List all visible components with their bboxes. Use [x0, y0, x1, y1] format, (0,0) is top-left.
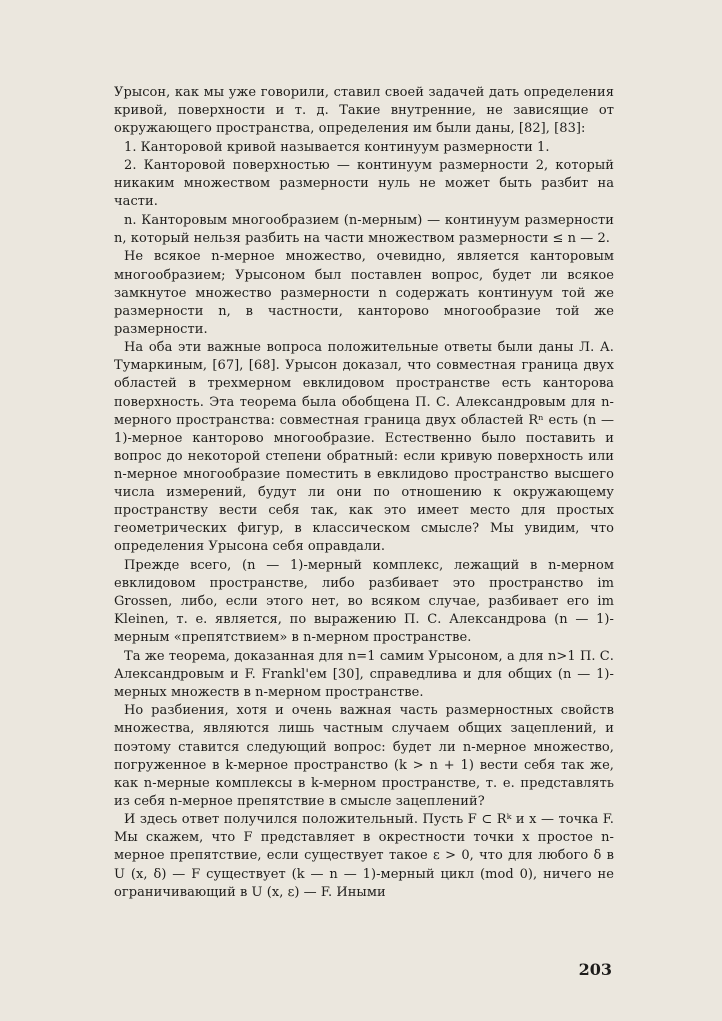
paragraph: На оба эти важные вопроса положительные ответы были даны Л. А. Тумаркиным, [67], [68]. Урысон доказал, что совместная граница двух областей в трехмерном евклидовом пространстве есть канторова поверхность. Эта теорема была обобщена П. С. Александровым для n-мерного пространства: совместная граница двух областей Rⁿ есть (n — 1)-мерное канторово многообразие. Естественно было поставить и вопрос до некоторой степени обратный: если кривую поверхность или n-мерное многообразие поместить в евклидово пространство высшего числа измерений, будут ли они по отношению к окружающему пространству вести себя так, как это имеет место для простых геометрических фигур, в классическом смысле? Мы увидим, что определения Урысона себя оправдали.: [114, 340, 614, 555]
paragraph: 1. Канторовой кривой называется континуум размерности 1.: [124, 139, 550, 155]
paragraph: И здесь ответ получился положительный. Пусть F ⊂ Rᵏ и x — точка F. Мы скажем, что F представляет в окрестности точки x простое n-мерное препятствие, если существует такое ε > 0, что для любого δ в U (x, δ) — F существует (k — n — 1)-мерный цикл (mod 0), ничего не ограничивающий в U (x, ε) — F. Иными: [114, 812, 614, 900]
paragraph: Прежде всего, (n — 1)-мерный комплекс, лежащий в n-мерном евклидовом пространстве, либо разбивает это пространство im Grossen, либо, если этого нет, во всяком случае, разбивает его im Kleinen, т. е. является, по выражению П. С. Александрова (n — 1)-мерным «препятствием» в n-мерном пространстве.: [114, 557, 614, 646]
paragraph: Но разбиения, хотя и очень важная часть размерностных свойств множества, являются лишь частным случаем общих зацеплений, и поэтому ставится следующий вопрос: будет ли n-мерное множество, погруженное в k-мерное пространство (k > n + 1) вести себя так же, как n-мерные комплексы в k-мерном пространстве, т. е. представлять из себя n-мерное препятствие в смысле зацеплений?: [114, 703, 614, 809]
page-number: 203: [578, 960, 612, 979]
paragraph: 2. Канторовой поверхностью — континуум размерности 2, который никаким множеством размерности нуль не может быть разбит на части.: [114, 158, 614, 210]
body-text: [114, 84, 614, 902]
paragraph: Та же теорема, доказанная для n=1 самим Урысоном, а для n>1 П. С. Александровым и F. Frankl'ем [30], справедлива и для общих (n — 1)-мерных множеств в n-мерном пространстве.: [114, 648, 614, 700]
paragraph: Урысон, как мы уже говорили, ставил своей задачей дать определения кривой, поверхности и т. д. Такие внутренние, не зависящие от окружающего пространства, определения им были даны, [82], [83]:: [114, 85, 614, 137]
paragraph: n. Канторовым многообразием (n-мерным) — континуум размерности n, который нельзя разбить на части множеством размерности ≤ n — 2.: [114, 212, 614, 246]
paragraph: Не всякое n-мерное множество, очевидно, является канторовым многообразием; Урысоном был поставлен вопрос, будет ли всякое замкнутое множество размерности n содержать континуум той же размерности n, в частности, канторово многообразие той же размерности.: [114, 249, 614, 337]
